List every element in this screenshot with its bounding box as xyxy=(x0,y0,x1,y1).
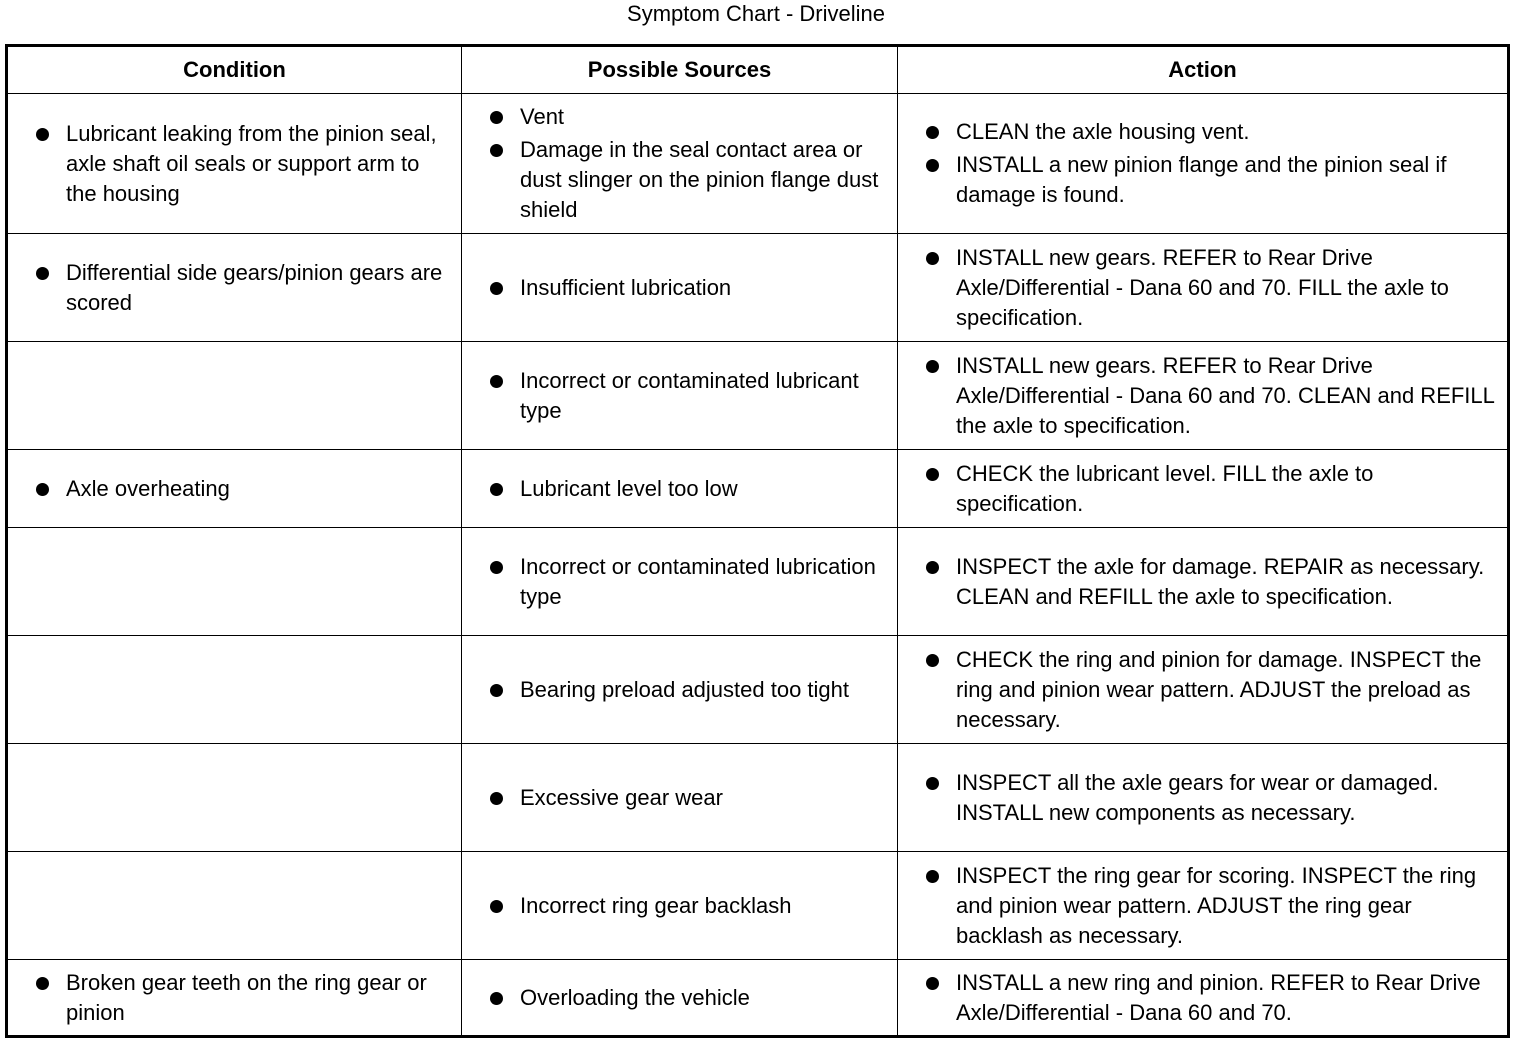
action-cell xyxy=(898,234,1509,342)
action-text: INSPECT the axle for damage. REPAIR as necessary. CLEAN and REFILL the axle to specification. xyxy=(956,553,1485,609)
bullet-icon xyxy=(36,267,49,280)
bullet-icon xyxy=(490,992,503,1005)
list-item xyxy=(34,968,453,1028)
bullet-icon xyxy=(36,483,49,496)
list-item xyxy=(924,968,1499,1028)
possible-source-text: Insufficient lubrication xyxy=(520,274,732,300)
list-item xyxy=(488,983,889,1013)
possible-source-text: Lubricant level too low xyxy=(520,475,738,501)
bullet-icon xyxy=(490,375,503,388)
bullet-icon xyxy=(490,282,503,295)
list-item xyxy=(488,675,889,705)
list-item xyxy=(924,861,1499,951)
bullet-icon xyxy=(36,977,49,990)
table-row xyxy=(7,528,1509,636)
action-text: INSTALL new gears. REFER to Rear Drive Axle/Differential - Dana 60 and 70. CLEAN and REFILL the axle to specification. xyxy=(956,352,1495,438)
action-text: INSTALL new gears. REFER to Rear Drive Axle/Differential - Dana 60 and 70. FILL the axle to specification. xyxy=(956,244,1449,330)
list-item xyxy=(924,117,1499,147)
possible-sources-cell xyxy=(462,342,898,450)
list-item xyxy=(488,102,889,132)
header-possible-sources: Possible Sources xyxy=(462,46,898,94)
action-cell xyxy=(898,744,1509,852)
bullet-icon xyxy=(490,684,503,697)
possible-sources-cell xyxy=(462,744,898,852)
list-item xyxy=(488,135,889,225)
condition-text: Axle overheating xyxy=(66,475,230,501)
symptom-chart-table xyxy=(5,44,1510,1038)
list-item xyxy=(488,273,889,303)
possible-source-text: Excessive gear wear xyxy=(520,784,723,810)
action-cell xyxy=(898,94,1509,234)
list-item xyxy=(924,150,1499,210)
possible-sources-cell xyxy=(462,234,898,342)
table-row xyxy=(7,852,1509,960)
bullet-icon xyxy=(926,561,939,574)
action-text: INSPECT the ring gear for scoring. INSPECT the ring and pinion wear pattern. ADJUST the ring gear backlash as necessary. xyxy=(956,862,1477,948)
condition-text: Differential side gears/pinion gears are scored xyxy=(66,259,443,315)
list-item xyxy=(924,552,1499,612)
list-item xyxy=(34,258,453,318)
list-item xyxy=(924,351,1499,441)
condition-cell xyxy=(7,528,462,636)
table-row xyxy=(7,342,1509,450)
action-text: INSTALL a new pinion flange and the pinion seal if damage is found. xyxy=(956,152,1447,207)
action-cell xyxy=(898,636,1509,744)
condition-cell xyxy=(7,960,462,1037)
table-body xyxy=(7,94,1509,1037)
condition-cell xyxy=(7,852,462,960)
possible-sources-cell xyxy=(462,528,898,636)
possible-source-text: Bearing preload adjusted too tight xyxy=(520,676,850,702)
possible-sources-cell xyxy=(462,852,898,960)
list-item xyxy=(488,783,889,813)
bullet-icon xyxy=(926,159,939,172)
table-row xyxy=(7,636,1509,744)
possible-source-text: Damage in the seal contact area or dust slinger on the pinion flange dust shield xyxy=(520,137,879,222)
condition-cell xyxy=(7,234,462,342)
action-text: CLEAN the axle housing vent. xyxy=(956,119,1250,144)
list-item xyxy=(924,459,1499,519)
bullet-icon xyxy=(926,977,939,990)
action-cell xyxy=(898,528,1509,636)
bullet-icon xyxy=(36,128,49,141)
bullet-icon xyxy=(926,777,939,790)
bullet-icon xyxy=(926,126,939,139)
header-row xyxy=(7,46,1509,94)
list-item xyxy=(924,768,1499,828)
condition-cell xyxy=(7,94,462,234)
bullet-icon xyxy=(926,654,939,667)
list-item xyxy=(34,474,453,504)
list-item xyxy=(924,645,1499,735)
action-text: INSTALL a new ring and pinion. REFER to Rear Drive Axle/Differential - Dana 60 and 70. xyxy=(956,969,1481,1025)
possible-sources-cell xyxy=(462,94,898,234)
page-title: Symptom Chart - Driveline xyxy=(627,1,885,26)
table-row xyxy=(7,744,1509,852)
list-item xyxy=(488,891,889,921)
possible-sources-cell xyxy=(462,960,898,1037)
action-cell xyxy=(898,450,1509,528)
possible-source-text: Incorrect or contaminated lubricant type xyxy=(520,367,859,423)
header-condition: Condition xyxy=(7,46,462,94)
action-text: INSPECT all the axle gears for wear or damaged. INSTALL new components as necessary. xyxy=(956,769,1439,825)
bullet-icon xyxy=(926,360,939,373)
possible-sources-cell xyxy=(462,636,898,744)
list-item xyxy=(34,119,453,209)
list-item xyxy=(488,366,889,426)
possible-source-text: Incorrect ring gear backlash xyxy=(520,892,792,918)
header-action: Action xyxy=(898,46,1509,94)
possible-source-text: Incorrect or contaminated lubrication type xyxy=(520,553,876,609)
possible-source-text: Vent xyxy=(520,104,565,129)
bullet-icon xyxy=(490,111,503,124)
bullet-icon xyxy=(490,900,503,913)
condition-text: Broken gear teeth on the ring gear or pinion xyxy=(66,969,427,1025)
list-item xyxy=(488,474,889,504)
action-cell xyxy=(898,342,1509,450)
bullet-icon xyxy=(490,144,503,157)
condition-cell xyxy=(7,342,462,450)
bullet-icon xyxy=(926,252,939,265)
bullet-icon xyxy=(926,468,939,481)
table-row xyxy=(7,960,1509,1037)
condition-cell xyxy=(7,744,462,852)
condition-cell xyxy=(7,636,462,744)
table-row xyxy=(7,94,1509,234)
bullet-icon xyxy=(490,792,503,805)
list-item xyxy=(924,243,1499,333)
action-cell xyxy=(898,960,1509,1037)
list-item xyxy=(488,552,889,612)
condition-text: Lubricant leaking from the pinion seal, axle shaft oil seals or support arm to the housing xyxy=(66,120,437,206)
table-row xyxy=(7,450,1509,528)
bullet-icon xyxy=(490,561,503,574)
action-cell xyxy=(898,852,1509,960)
action-text: CHECK the lubricant level. FILL the axle to specification. xyxy=(956,460,1374,516)
bullet-icon xyxy=(490,483,503,496)
action-text: CHECK the ring and pinion for damage. INSPECT the ring and pinion wear pattern. ADJUST the preload as necessary. xyxy=(956,646,1482,732)
condition-cell xyxy=(7,450,462,528)
table-row xyxy=(7,234,1509,342)
possible-source-text: Overloading the vehicle xyxy=(520,984,750,1010)
bullet-icon xyxy=(926,870,939,883)
possible-sources-cell xyxy=(462,450,898,528)
